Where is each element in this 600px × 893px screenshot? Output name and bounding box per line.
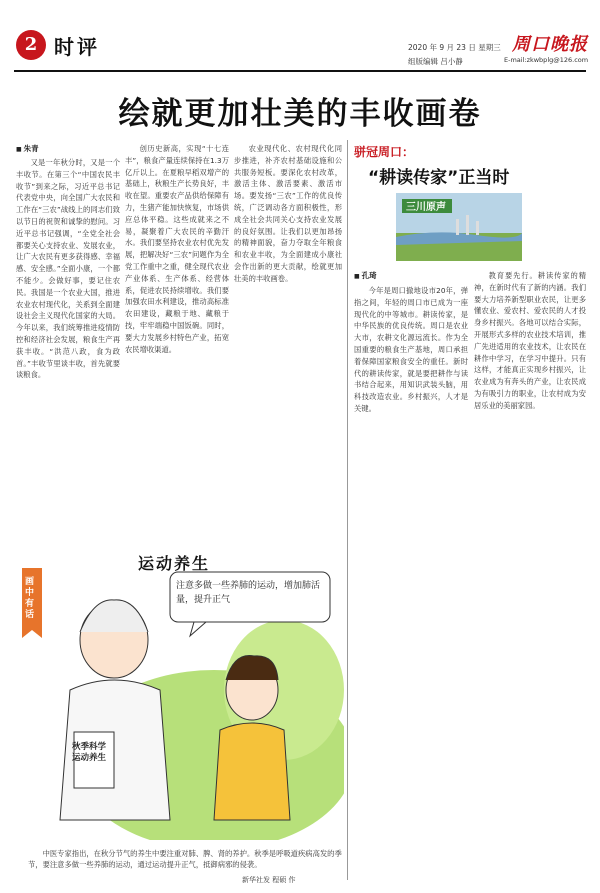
side-article-title: “耕读传家”正当时 [368,168,510,188]
page-header [0,0,600,72]
cartoon-caption: 中医专家指出，在秋分节气的养生中要注重对肺、脾、肾的养护。秋季是呼吸道疾病高发的季节，要注意多做一些养肺的运动，通过运动提升正气，抵御病邪的侵袭。 [28,849,342,869]
main-article-text-3: 农业现代化、农村现代化同步推进，补齐农村基础设施和公共服务短板。要深化农村改革，激活主体、激活要素、激活市场。要发扬“三农”工作的优良传统，广泛调动各方面积极性，形成全社会共同关心支持农业发展的良好氛围。让我们以更加昂扬的精神面貌，奋力夺取全年粮食和农业丰收，为全面建成小康社会作出新的更大贡献，绘就更加壮美的丰收画卷。 [234,144,342,283]
newspaper-logo: 周口晚报 [512,34,588,55]
side-column-label: 骈冠周口： [354,145,415,159]
cartoon-title: 运动养生 [138,554,211,573]
side-article-byline: ■ 孔琦 [354,270,377,281]
side-article-text-2: 教育要先行。耕读传家的精神，在新时代有了新的内涵。我们要大力培养新型职业农民，让更多懂农业、爱农村、爱农民的人才投身乡村振兴。各地可以结合实际，开展形式多样的农业技术培训，推广先进适用的农业技术，让农民在耕作中学习，在学习中提升。只有这样，才能真正实现乡村振兴，让农业成为有奔头的产业，让农民成为有吸引力的职业，让农村成为安居乐业的美丽家园。 [474,271,586,410]
column-divider [347,140,348,880]
side-article-photo [396,193,522,261]
main-article-text-2: 创历史新高，实现“十七连丰”，粮食产量连续保持在1.3万亿斤以上。在夏粮早稻双增产的基础上，秋粮生产长势良好，丰收在望。重要农产品供给保障有力，生猪产能加快恢复，市场供应总体平稳。这些成就来之不易，凝聚着广大农民的辛勤汗水。我们要坚持农业农村优先发展，把解决好“三农”问题作为全党工作重中之重，健全现代农业产业体系、生产体系、经营体系，促进农民持续增收。我们要加强农田水利建设，推动高标准农田建设，藏粮于地、藏粮于技，牢牢端稳中国饭碗。同时，要大力发展乡村特色产业，拓宽农民增收渠道。 [125,144,229,354]
main-article-byline: ■ 朱青 [16,143,39,154]
side-article-column-1 [354,285,468,880]
cartoon-credit: 新华社发 程硕 作 [242,876,296,884]
page-number-badge: 2 [16,30,46,60]
issue-date: 2020 年 9 月 23 日 星期三 [408,43,501,52]
side-article-text-1: 今年是周口撤地设市20年，弹指之间，年轻的周口市已成为一座现代化的中等城市。耕读传家，是中华民族的优良传统。周口是农业大市，农耕文化源远流长。作为全国重要的粮食生产基地，周口承担着保障国家粮食安全的重任。新时代的耕读传家，就是要把耕作与读书结合起来，用知识武装头脑，用科技改造农业。乡村振兴，人才是关键。 [354,286,468,413]
cartoon-tag: 画中有话 [25,577,35,620]
main-article-column-3 [234,143,342,338]
main-headline: 绘就更加壮美的丰收画卷 [118,96,482,132]
landscape-photo-icon [396,193,522,261]
layout-editor: 组版编辑 吕小静 [408,57,463,66]
main-article-column-2 [125,143,229,517]
header-divider [14,70,586,72]
main-article-column-1 [16,157,120,517]
photo-label: 三川原声 [406,202,446,213]
cartoon-sign-text: 秋季科学运动养生 [72,742,107,763]
section-name: 时评 [54,35,100,59]
contact-email: E-mail:zkwbplg@126.com [504,56,589,64]
main-article-text-1: 又是一年秋分时，又是一个丰收节。在第三个“中国农民丰收节”到来之际，习近平总书记代表党中央，向全国广大农民和工作在“三农”战线上的同志们致以节日的祝贺和诚挚的慰问。习近平总书记强调，“全党全社会都要关心支持农业、发展农业，让广大农民有更多获得感、幸福感、安全感。”全面小康，一个都不能少。会做好事，要记住农民。我国是一个农业大国，推进农业农村现代化，关系到全面建设社会主义现代化国家的大局。今年以来，我们统筹推进疫情防控和经济社会发展，粮食生产再获丰收。“洪范八政，食为政首。”丰收节里谈丰收，首先就要谈粮食。 [16,158,120,380]
side-article-column-2 [474,270,586,880]
speech-bubble-text: 注意多做一些养肺的运动，增加肺活量，提升正气 [176,581,321,605]
